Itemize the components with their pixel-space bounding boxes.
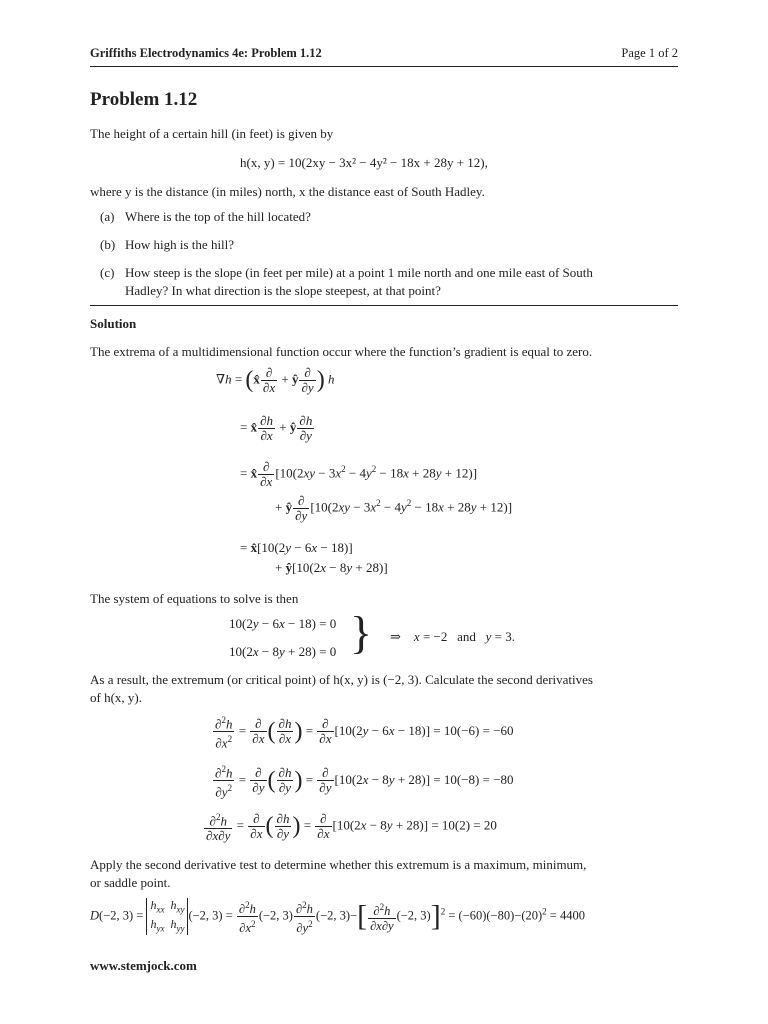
- solution-heading: Solution: [90, 316, 137, 331]
- solution-p1: The extrema of a multidimensional function occur where the function’s gradient is equal to zero.: [90, 344, 593, 359]
- system-brace: }: [350, 607, 373, 658]
- part-c-text: How steep is the slope (in feet per mile) at a point 1 mile north and one mile east of South: [125, 265, 593, 280]
- part-b-text: How high is the hill?: [125, 237, 235, 252]
- solution-p2: The system of equations to solve is then: [90, 591, 299, 606]
- gradient-eq-6: + ŷ[10(2x − 8y + 28)]: [275, 560, 388, 575]
- solution-p4a: Apply the second derivative test to determine whether this extremum is a maximum, minimum,: [90, 857, 587, 872]
- gradient-eq-3: = x̂ $\frac{\partial}{\partial x}$ $[10(2xy - 3x^2 - 4y^2 - 18x + 28y + 12)]$: [240, 459, 478, 489]
- gradient-eq-5: = x̂[10(2y − 6x − 18)]: [240, 540, 353, 555]
- header-title: Griffiths Electrodynamics 4e: Problem 1.12: [90, 46, 322, 60]
- footer-url[interactable]: www.stemjock.com: [90, 958, 197, 973]
- part-b-label: (b): [100, 237, 116, 252]
- solution-rule: [90, 305, 678, 306]
- system-solution: ⇒ x = −2 and y = 3.: [390, 629, 515, 644]
- part-a-label: (a): [100, 209, 115, 224]
- second-deriv-xx: $\frac{\partial^2h}{\partial x^2}$ = $\frac{\partial}{\partial x}$ ( $\frac{\partial h}{\partial x}$ ) = $\frac{\partial}{\partial x}$ [10(2y − 6x − 18)] = 10(−6) = −60: [215, 715, 514, 751]
- problem-after: where y is the distance (in miles) north, x the distance east of South Hadley.: [90, 184, 485, 199]
- second-derivative-test-eq: D(−2, $3) = h_{xx}$ $h_{xy}$ $h_{yx}$ $h_{yy}(-2$, 3) = $\frac{\partial^2h}{\partial x^2}$ (−2, 3) $\frac{\partial^2h}{\partial y^2}$ (−2, 3)−[ $\frac{\partial^2h}{\partial x\partial y}$ (−2, $3)]^2 = (-60)(-80)-(20)^2 = 4400$: [90, 898, 585, 936]
- part-c-text-cont: Hadley? In what direction is the slope steepest, at that point?: [125, 283, 441, 298]
- system-eq-1: 10(2y − 6x − 18) = 0: [229, 616, 337, 631]
- solution-p3a: As a result, the extremum (or critical point) of h(x, y) is (−2, 3). Calculate the second derivatives: [90, 672, 593, 687]
- problem-equation: h(x, y) = 10(2xy − 3x² − 4y² − 18x + 28y + 12),: [240, 155, 488, 170]
- header-page-number: Page 1 of 2: [621, 46, 678, 60]
- second-deriv-yy: $\frac{\partial^2h}{\partial y^2}$ = $\frac{\partial}{\partial y}$ ( $\frac{\partial h}{\partial y}$ ) = $\frac{\partial}{\partial y}$ [10(2x − 8y + 28)] = 10(−8) = −80: [215, 764, 514, 800]
- problem-heading: Problem 1.12: [90, 89, 198, 110]
- system-eq-2: 10(2x − 8y + 28) = 0: [229, 644, 337, 659]
- header-rule: [90, 66, 678, 67]
- gradient-eq-1: ∇h = (x̂ $\frac{\partial}{\partial x}$ + ŷ $\frac{\partial}{\partial y}$ ) h: [216, 365, 335, 395]
- part-c-label: (c): [100, 265, 115, 280]
- second-deriv-xy: $\frac{\partial^2h}{\partial x\partial y}$ = $\frac{\partial}{\partial x}$ ( $\frac{\partial h}{\partial y}$ ) = $\frac{\partial}{\partial x}$ [10(2x − 8y + 28)] = 10(2) = 20: [206, 811, 497, 844]
- part-a-text: Where is the top of the hill located?: [125, 209, 311, 224]
- gradient-eq-2: = x̂ $\frac{\partial h}{\partial x}$ + ŷ $\frac{\partial h}{\partial y}$: [240, 413, 313, 443]
- solution-p3b: of h(x, y).: [90, 690, 142, 705]
- problem-intro: The height of a certain hill (in feet) is given by: [90, 126, 334, 141]
- gradient-eq-4: + ŷ $\frac{\partial}{\partial y}$ $[10(2xy - 3x^2 - 4y^2 - 18x + 28y + 12)]$: [275, 493, 513, 523]
- solution-p4b: or saddle point.: [90, 875, 171, 890]
